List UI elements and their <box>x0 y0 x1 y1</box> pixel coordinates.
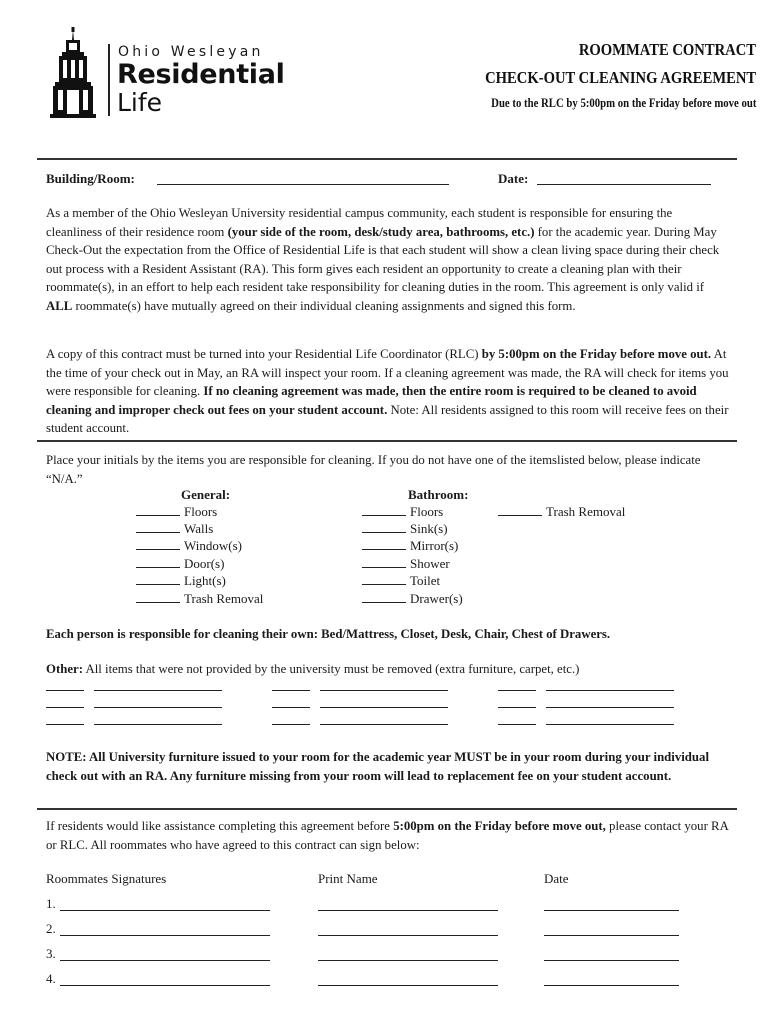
other-initials-field[interactable] <box>46 707 84 708</box>
general-item[interactable]: Walls <box>136 520 213 537</box>
initials-instructions: Place your initials by the items you are responsible for cleaning. If you do not have one of the itemslisted below, please indicate “N/A.” <box>46 453 701 486</box>
general-item[interactable]: Window(s) <box>136 537 242 554</box>
other-item-field[interactable] <box>320 707 448 708</box>
general-item[interactable]: Door(s) <box>136 555 224 572</box>
bathroom-item[interactable]: Sink(s) <box>362 520 448 537</box>
logo-institution: Ohio Wesleyan <box>118 44 264 60</box>
ohio-wesleyan-tower-logo <box>50 26 96 118</box>
other-initials-field[interactable] <box>272 690 310 691</box>
note-rule <box>37 808 737 810</box>
other-item-field[interactable] <box>546 690 674 691</box>
signatures-heading: Roommates Signatures <box>46 871 167 886</box>
other-initials-field[interactable] <box>46 690 84 691</box>
other-item-field[interactable] <box>320 690 448 691</box>
general-heading: General: <box>181 487 231 502</box>
date-heading: Date <box>544 871 569 886</box>
contract-title: ROOMMATE CONTRACT <box>578 40 756 59</box>
bathroom-item[interactable]: Shower <box>362 555 450 572</box>
due-note: Due to the RLC by 5:00pm on the Friday before move out <box>490 96 756 110</box>
signature-date-field[interactable] <box>544 960 679 961</box>
logo-name-line1: Residential <box>117 59 285 90</box>
print-name-field[interactable] <box>318 910 498 911</box>
other-item-field[interactable] <box>320 724 448 725</box>
other-initials-field[interactable] <box>272 707 310 708</box>
logo-divider <box>108 44 110 116</box>
header-rule <box>37 158 737 160</box>
responsibility-statement: Each person is responsible for cleaning their own: Bed/Mattress, Closet, Desk, Chair, Chest of Drawers. <box>46 627 611 641</box>
signature-field[interactable] <box>60 935 270 936</box>
signature-field[interactable] <box>60 960 270 961</box>
general-item[interactable]: Trash Removal <box>136 590 263 607</box>
section-rule <box>37 440 737 442</box>
signature-row-number: 4. <box>46 971 56 986</box>
print-name-field[interactable] <box>318 985 498 986</box>
signature-date-field[interactable] <box>544 910 679 911</box>
other-initials-field[interactable] <box>46 724 84 725</box>
other-initials-field[interactable] <box>498 690 536 691</box>
general-item[interactable]: Light(s) <box>136 572 226 589</box>
bathroom-item[interactable]: Drawer(s) <box>362 590 463 607</box>
logo-name-line2: Life <box>117 88 163 117</box>
building-label: Building/Room: <box>46 171 135 186</box>
other-item-field[interactable] <box>94 724 222 725</box>
other-item-field[interactable] <box>546 724 674 725</box>
bathroom-item[interactable]: Floors <box>362 503 443 520</box>
print-name-field[interactable] <box>318 935 498 936</box>
signature-date-field[interactable] <box>544 935 679 936</box>
signature-field[interactable] <box>60 985 270 986</box>
signature-row-number: 3. <box>46 946 56 961</box>
furniture-note: NOTE: All University furniture issued to your room for the academic year MUST be in your room during your individual check out with an RA. Any furniture missing from your room will lead to replacement fee on your student account. <box>46 750 709 783</box>
date-label: Date: <box>498 171 529 186</box>
agreement-title: CHECK-OUT CLEANING AGREEMENT <box>484 68 756 87</box>
other-item-field[interactable] <box>94 707 222 708</box>
bathroom-item[interactable]: Mirror(s) <box>362 537 458 554</box>
print-name-field[interactable] <box>318 960 498 961</box>
extra-trash-item[interactable]: Trash Removal <box>498 503 625 520</box>
other-initials-field[interactable] <box>498 707 536 708</box>
bathroom-heading: Bathroom: <box>408 487 469 502</box>
date-field[interactable] <box>537 184 711 185</box>
building-room-field[interactable] <box>157 184 449 185</box>
assistance-paragraph: If residents would like assistance completing this agreement before 5:00pm on the Friday before move out, please contact your RA or RLC. All roommates who have agreed to this contract can sign below: <box>46 819 729 852</box>
intro-paragraph: As a member of the Ohio Wesleyan University residential campus community, each student is responsible for ensuring the cleanliness of their residence room (your side of the room, desk/study area, bathrooms, etc.) for the academic year. During May Check-Out the expectation from the Office of Residential Life is that each student will show a clean living space during their check out process with a Resident Assistant (RA). This form gives each resident an opportunity to create a cleaning plan with their roommate(s), in an effort to help each resident take responsibility for cleaning duties in the room. This agreement is only valid if ALL roommate(s) have mutually agreed on their individual cleaning assignments and signed this form. <box>46 206 720 313</box>
other-initials-field[interactable] <box>272 724 310 725</box>
contract-paragraph: A copy of this contract must be turned into your Residential Life Coordinator (RLC) by 5:00pm on the Friday before move out. At the time of your check out in May, an RA will inspect your room. If a cleaning agreement was made, the RA will check for items you were responsible for cleaning. If no cleaning agreement was made, then the entire room is required to be cleaned to avoid cleaning and improper check out fees on your student account. Note: All residents assigned to this room will receive fees on their student account. <box>46 347 729 435</box>
other-item-field[interactable] <box>546 707 674 708</box>
general-item[interactable]: Floors <box>136 503 217 520</box>
signature-date-field[interactable] <box>544 985 679 986</box>
print-name-heading: Print Name <box>318 871 378 886</box>
other-item-field[interactable] <box>94 690 222 691</box>
signature-field[interactable] <box>60 910 270 911</box>
signature-row-number: 2. <box>46 921 56 936</box>
signature-row-number: 1. <box>46 896 56 911</box>
other-initials-field[interactable] <box>498 724 536 725</box>
other-statement: Other: All items that were not provided by the university must be removed (extra furniture, carpet, etc.) <box>46 662 580 676</box>
bathroom-item[interactable]: Toilet <box>362 572 440 589</box>
